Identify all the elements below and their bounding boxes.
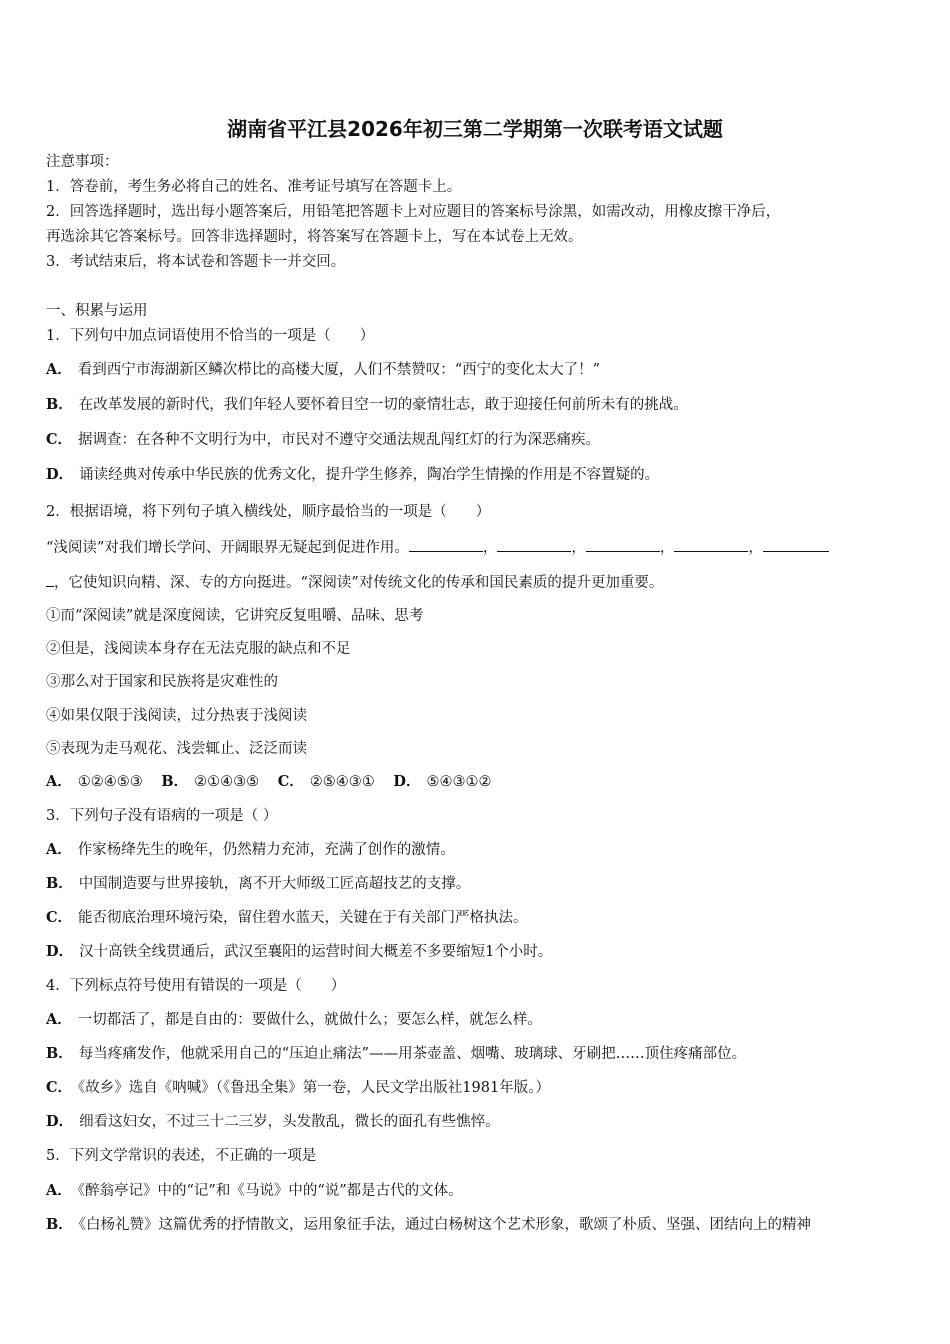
- notice-heading: 注意事项：: [46, 154, 119, 170]
- q2-passage-line2: [46, 572, 663, 593]
- question-2-stem: 2．根据语境，将下列句子填入横线处，顺序最恰当的一项是（ ）: [46, 504, 491, 520]
- fill-blank: [409, 537, 483, 552]
- passage-text: ，它使知识向精、深、专的方向挺进。“深阅读”对传统文化的传承和国民素质的提升更加重要。: [54, 575, 664, 591]
- q2-sentence: ④如果仅限于浅阅读，过分热衷于浅阅读: [46, 708, 307, 724]
- option-label: A．: [46, 773, 72, 790]
- notice-item: 3．考试结束后，将本试卷和答题卡一并交回。: [46, 254, 346, 270]
- option-label: B．: [161, 773, 189, 790]
- option-text: 在改革发展的新时代，我们年轻人要怀着目空一切的豪情壮志，敢于迎接任何前所未有的挑战。: [78, 397, 688, 413]
- option-label: A．: [46, 1011, 72, 1028]
- option-text: 据调查：在各种不文明行为中，市民对不遵守交通法规乱闯红灯的行为深恶痛疾。: [78, 432, 601, 448]
- option-label: A．: [46, 841, 72, 858]
- option-text: 一切都活了，都是自由的：要做什么，就做什么；要怎么样，就怎么样。: [77, 1012, 542, 1028]
- q3-option-d: [46, 942, 552, 962]
- fill-blank: [46, 572, 54, 587]
- notice-item: 1．答卷前，考生务必将自己的姓名、准考证号填写在答题卡上。: [46, 179, 462, 195]
- option-label: B．: [46, 396, 73, 413]
- q2-sentence: ②但是，浅阅读本身存在无法克服的缺点和不足: [46, 641, 351, 657]
- q1-option-b: [46, 395, 688, 415]
- q4-option-a: [46, 1010, 542, 1030]
- option-label: A．: [46, 361, 72, 378]
- option-label: D．: [46, 943, 74, 960]
- question-3-stem: 3．下列句子没有语病的一项是（ ）: [46, 808, 278, 824]
- option-text: 看到西宁市海湖新区鳞次栉比的高楼大厦，人们不禁赞叹：“西宁的变化太大了！”: [77, 362, 601, 378]
- option-text: ②⑤④③①: [309, 774, 375, 790]
- option-label: D．: [46, 1113, 74, 1130]
- q2-passage-line1: [46, 537, 829, 558]
- question-1-stem: 1．下列句中加点词语使用不恰当的一项是（ ）: [46, 328, 375, 344]
- option-label: A．: [46, 1182, 72, 1199]
- option-text: 汉十高铁全线贯通后，武汉至襄阳的运营时间大概差不多要缩短1个小时。: [79, 944, 553, 960]
- q1-option-c: [46, 430, 600, 450]
- option-text: ⑤④③①②: [426, 774, 492, 790]
- option-text: ②①④③⑤: [194, 774, 260, 790]
- option-text: 《白杨礼赞》这篇优秀的抒情散文，运用象征手法，通过白杨树这个艺术形象，歌颂了朴质、坚强、团结向上的精神: [78, 1217, 812, 1233]
- blank-separator: ，: [482, 540, 498, 556]
- option-text: 中国制造要与世界接轨，离不开大师级工匠高超技艺的支撑。: [78, 876, 471, 892]
- option-label: C．: [46, 1079, 73, 1096]
- option-text: 每当疼痛发作，他就采用自己的“压迫止痛法”——用茶壶盖、烟嘴、玻璃球、牙刷把……顶住疼痛部位。: [78, 1046, 747, 1062]
- q4-option-d: [46, 1112, 500, 1132]
- option-label: C．: [46, 909, 73, 926]
- q5-option-a: [46, 1181, 463, 1201]
- option-label: D．: [393, 773, 421, 790]
- question-4-stem: 4．下列标点符号使用有错误的一项是（ ）: [46, 978, 346, 994]
- option-text: 细看这妇女，不过三十二三岁，头发散乱，微长的面孔有些憔悴。: [79, 1114, 500, 1130]
- q4-option-c: [46, 1078, 550, 1098]
- blank-separator: ，: [659, 540, 675, 556]
- option-text: 能否彻底治理环境污染，留住碧水蓝天，关键在于有关部门严格执法。: [78, 910, 528, 926]
- option-label: D．: [46, 466, 74, 483]
- option-label: B．: [46, 1216, 73, 1233]
- fill-blank: [586, 537, 660, 552]
- q1-option-d: [46, 465, 659, 485]
- q3-option-a: [46, 840, 455, 860]
- q4-option-b: [46, 1044, 746, 1064]
- blank-separator: ，: [571, 540, 586, 556]
- blank-separator: ，: [748, 540, 763, 556]
- q3-option-c: [46, 908, 528, 928]
- q2-sentence: ⑤表现为走马观花、浅尝辄止、泛泛而读: [46, 741, 307, 757]
- q3-option-b: [46, 874, 470, 894]
- option-label: C．: [46, 431, 73, 448]
- option-label: B．: [46, 1045, 73, 1062]
- q2-sentence: ③那么对于国家和民族将是灾难性的: [46, 674, 278, 690]
- q1-option-a: [46, 360, 600, 380]
- q2-options: [46, 772, 491, 792]
- fill-blank: [674, 537, 748, 552]
- option-text: ①②④⑤③: [77, 774, 143, 790]
- option-text: 作家杨绛先生的晚年，仍然精力充沛，充满了创作的激情。: [77, 842, 455, 858]
- notice-item: 再选涂其它答案标号。回答非选择题时，将答案写在答题卡上，写在本试卷上无效。: [46, 229, 583, 245]
- option-label: C．: [277, 773, 304, 790]
- q5-option-b: [46, 1215, 811, 1235]
- q2-sentence: ①而“深阅读”就是深度阅读，它讲究反复咀嚼、品味、思考: [46, 608, 424, 624]
- question-5-stem: 5．下列文学常识的表述，不正确的一项是: [46, 1148, 317, 1164]
- passage-text: “浅阅读”对我们增长学问、开阔眼界无疑起到促进作用。: [46, 540, 409, 556]
- option-text: 《醉翁亭记》中的“记”和《马说》中的“说”都是古代的文体。: [77, 1183, 463, 1199]
- fill-blank: [497, 537, 571, 552]
- fill-blank: [763, 537, 829, 552]
- option-text: 诵读经典对传承中华民族的优秀文化，提升学生修养，陶冶学生情操的作用是不容置疑的。: [79, 467, 660, 483]
- section-heading: 一、积累与运用: [46, 303, 148, 319]
- notice-item: 2．回答选择题时，选出每小题答案后，用铅笔把答题卡上对应题目的答案标号涂黑，如需改动，用橡皮擦干净后，: [46, 204, 781, 220]
- option-text: 《故乡》选自《呐喊》（《鲁迅全集》第一卷，人民文学出版社1981年版。）: [78, 1080, 550, 1096]
- page-title: 湖南省平江县2026年初三第二学期第一次联考语文试题: [227, 117, 723, 141]
- option-label: B．: [46, 875, 73, 892]
